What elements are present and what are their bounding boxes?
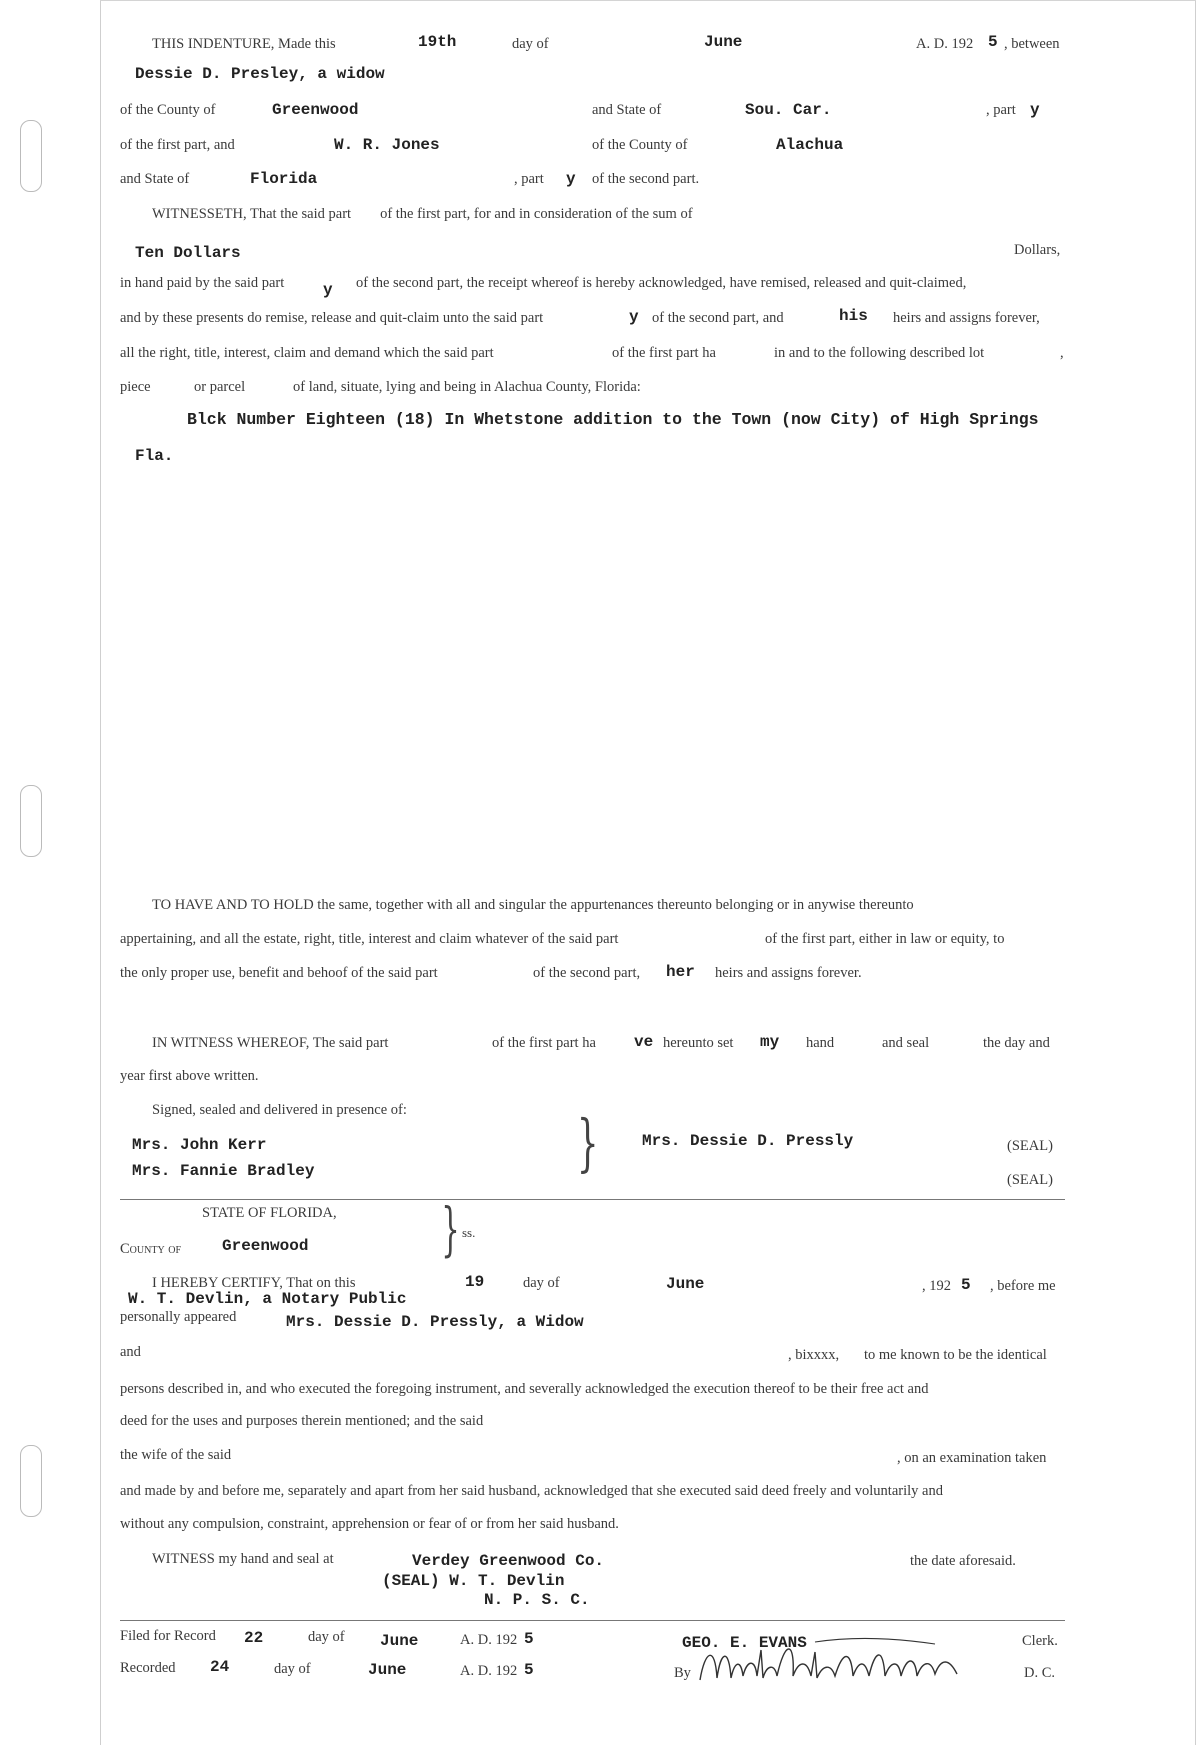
ack-deed: deed for the uses and purposes therein mentioned; and the said xyxy=(120,1413,484,1429)
grantee-county-label: of the County of xyxy=(592,137,688,153)
ack-personally: personally appeared xyxy=(120,1309,237,1325)
dc-label: D. C. xyxy=(1024,1665,1056,1681)
property-description-line-1: Blck Number Eighteen (18) In Whetstone addition to the Town (now City) of High Springs xyxy=(187,410,1039,429)
recorded-day-of: day of xyxy=(274,1661,311,1677)
first-party-county: Greenwood xyxy=(272,101,359,119)
frame-top-rule xyxy=(100,0,1196,1)
part-label: , part xyxy=(514,171,544,187)
second-part-label: of the second part. xyxy=(592,171,700,187)
testimonium-1d: hand xyxy=(806,1035,835,1051)
first-party-name: Dessie D. Presley, a widow xyxy=(135,65,385,83)
ack-date-aforesaid: the date aforesaid. xyxy=(910,1553,1016,1569)
habendum-line-3b: of the second part, xyxy=(533,965,641,981)
testimonium-1c: hereunto set xyxy=(663,1035,734,1051)
ack-year-digit: 5 xyxy=(961,1276,971,1294)
binder-hole-middle xyxy=(20,785,42,857)
first-party-state: Sou. Car. xyxy=(745,101,832,119)
testimonium-1e: and seal xyxy=(882,1035,930,1051)
recorded-month: June xyxy=(368,1661,407,1679)
grantee-state-label: and State of xyxy=(120,171,190,187)
indenture-day: 19th xyxy=(418,33,457,51)
body-line-3b: of the first part ha xyxy=(612,345,716,361)
ack-brace: } xyxy=(441,1195,460,1263)
testimonium-1f: the day and xyxy=(983,1035,1050,1051)
grantee-state: Florida xyxy=(250,170,318,188)
recorded-ad: A. D. 192 xyxy=(460,1663,518,1679)
body-line-3d: , xyxy=(1060,345,1064,361)
seal-1: (SEAL) xyxy=(1007,1138,1053,1154)
ack-year-prefix: , 192 xyxy=(922,1278,951,1294)
habendum-line-1: TO HAVE AND TO HOLD the same, together with all and singular the appurtenances thereunto belonging or in anywise thereunto xyxy=(152,897,914,913)
ack-witness-hand: WITNESS my hand and seal at xyxy=(152,1551,334,1567)
and-state-label: and State of xyxy=(592,102,662,118)
ack-day-of: day of xyxy=(523,1275,560,1291)
grantee-county: Alachua xyxy=(776,136,844,154)
grantor-signature: Mrs. Dessie D. Pressly xyxy=(642,1132,854,1150)
binder-hole-top xyxy=(20,120,42,192)
ack-county-label: County of xyxy=(120,1241,182,1257)
part-y-2: y xyxy=(566,170,576,188)
testimonium-1a: IN WITNESS WHEREOF, The said part xyxy=(152,1035,389,1051)
ack-exam: , on an examination taken xyxy=(897,1450,1047,1466)
habendum-line-3c: heirs and assigns forever. xyxy=(715,965,862,981)
notary-title: N. P. S. C. xyxy=(484,1591,590,1609)
ack-county: Greenwood xyxy=(222,1237,309,1255)
body-line-1y: y xyxy=(323,281,333,299)
body-line-2c: heirs and assigns forever, xyxy=(893,310,1040,326)
ack-made: and made by and before me, separately and apart from her said husband, acknowledged that she executed said deed freely and voluntarily and xyxy=(120,1483,943,1499)
party-y: y xyxy=(1030,101,1040,119)
deputy-clerk-signature xyxy=(695,1630,975,1690)
ack-struck-text: , bixxxx, xyxy=(788,1347,840,1363)
recorded-day: 24 xyxy=(210,1658,230,1676)
ack-divider xyxy=(120,1199,1065,1200)
recorded-year-digit: 5 xyxy=(524,1661,534,1679)
ack-appeared-name: Mrs. Dessie D. Pressly, a Widow xyxy=(286,1313,584,1331)
indenture-month: June xyxy=(704,33,743,51)
ack-persons: persons described in, and who executed the foregoing instrument, and severally acknowledged the execution thereof to be their free act and xyxy=(120,1381,929,1397)
presence-line: Signed, sealed and delivered in presence of: xyxy=(152,1102,407,1118)
by-label: By xyxy=(674,1665,691,1681)
body-line-3c: in and to the following described lot xyxy=(774,345,985,361)
indenture-between: , between xyxy=(1004,36,1060,52)
body-line-1a: in hand paid by the said part xyxy=(120,275,285,291)
of-county-label: of the County of xyxy=(120,102,216,118)
notary-seal-signature: (SEAL) W. T. Devlin xyxy=(382,1572,565,1590)
witness-2: Mrs. Fannie Bradley xyxy=(132,1162,315,1180)
ack-and: and xyxy=(120,1344,141,1360)
filed-ad: A. D. 192 xyxy=(460,1632,518,1648)
indenture-year-digit: 5 xyxy=(988,33,998,51)
ack-month: June xyxy=(666,1275,705,1293)
indenture-day-of: day of xyxy=(512,36,549,52)
filed-month: June xyxy=(380,1632,419,1650)
clerk-name: GEO. E. EVANS xyxy=(682,1634,807,1652)
body-line-1b: of the second part, the receipt whereof is hereby acknowledged, have remised, released and quit-claimed, xyxy=(356,275,967,291)
ack-officer: W. T. Devlin, a Notary Public xyxy=(128,1290,407,1308)
seal-2: (SEAL) xyxy=(1007,1172,1053,1188)
filed-day: 22 xyxy=(244,1629,264,1647)
recording-divider xyxy=(120,1620,1065,1621)
ack-before-me: , before me xyxy=(990,1278,1056,1294)
testimonium-1b: of the first part ha xyxy=(492,1035,596,1051)
testimonium-2: year first above written. xyxy=(120,1068,259,1084)
habendum-line-3a: the only proper use, benefit and behoof of the said part xyxy=(120,965,438,981)
body-line-2his: his xyxy=(839,307,868,325)
recorded-label: Recorded xyxy=(120,1660,176,1676)
filed-day-of: day of xyxy=(308,1629,345,1645)
indenture-prefix: THIS INDENTURE, Made this xyxy=(152,36,336,52)
body-line-3a: all the right, title, interest, claim and demand which the said part xyxy=(120,345,494,361)
ack-place: Verdey Greenwood Co. xyxy=(412,1552,605,1570)
body-line-4a: piece xyxy=(120,379,151,395)
ack-certify: I HEREBY CERTIFY, That on this xyxy=(152,1275,356,1291)
habendum-line-2a: appertaining, and all the estate, right, title, interest and claim whatever of the said part xyxy=(120,931,619,947)
body-line-4b: or parcel xyxy=(194,379,246,395)
testimonium-my: my xyxy=(760,1033,780,1051)
ack-day: 19 xyxy=(465,1273,485,1291)
indenture-ad: A. D. 192 xyxy=(916,36,974,52)
body-line-4c: of land, situate, lying and being in Alachua County, Florida: xyxy=(293,379,641,395)
habendum-line-2b: of the first part, either in law or equity, to xyxy=(765,931,1005,947)
ack-wife-of: the wife of the said xyxy=(120,1447,232,1463)
witness-1: Mrs. John Kerr xyxy=(132,1136,267,1154)
clerk-label: Clerk. xyxy=(1022,1633,1058,1649)
consideration-amount: Ten Dollars xyxy=(135,244,241,262)
ack-ss: ss. xyxy=(462,1225,476,1240)
party-suffix: , part xyxy=(986,102,1016,118)
ack-without: without any compulsion, constraint, apprehension or fear of or from her said husband. xyxy=(120,1516,619,1532)
binder-hole-bottom xyxy=(20,1445,42,1517)
grantee-name: W. R. Jones xyxy=(334,136,440,154)
ack-known: to me known to be the identical xyxy=(864,1347,1047,1363)
body-line-2b: of the second part, and xyxy=(652,310,784,326)
filed-label: Filed for Record xyxy=(120,1628,216,1644)
ack-state: STATE OF FLORIDA, xyxy=(202,1205,337,1221)
body-line-2a: and by these presents do remise, release and quit-claim unto the said part xyxy=(120,310,544,326)
property-description-line-2: Fla. xyxy=(135,447,174,465)
consideration-dollars: Dollars, xyxy=(1014,242,1061,258)
witnesseth: WITNESSETH, That the said part of the first part, for and in consideration of the sum of xyxy=(152,206,693,222)
filed-year-digit: 5 xyxy=(524,1630,534,1648)
signature-brace: } xyxy=(576,1106,599,1179)
habendum-her: her xyxy=(666,963,695,981)
testimonium-ve: ve xyxy=(634,1033,654,1051)
body-line-2y: y xyxy=(629,308,639,326)
first-part-and: of the first part, and xyxy=(120,137,235,153)
